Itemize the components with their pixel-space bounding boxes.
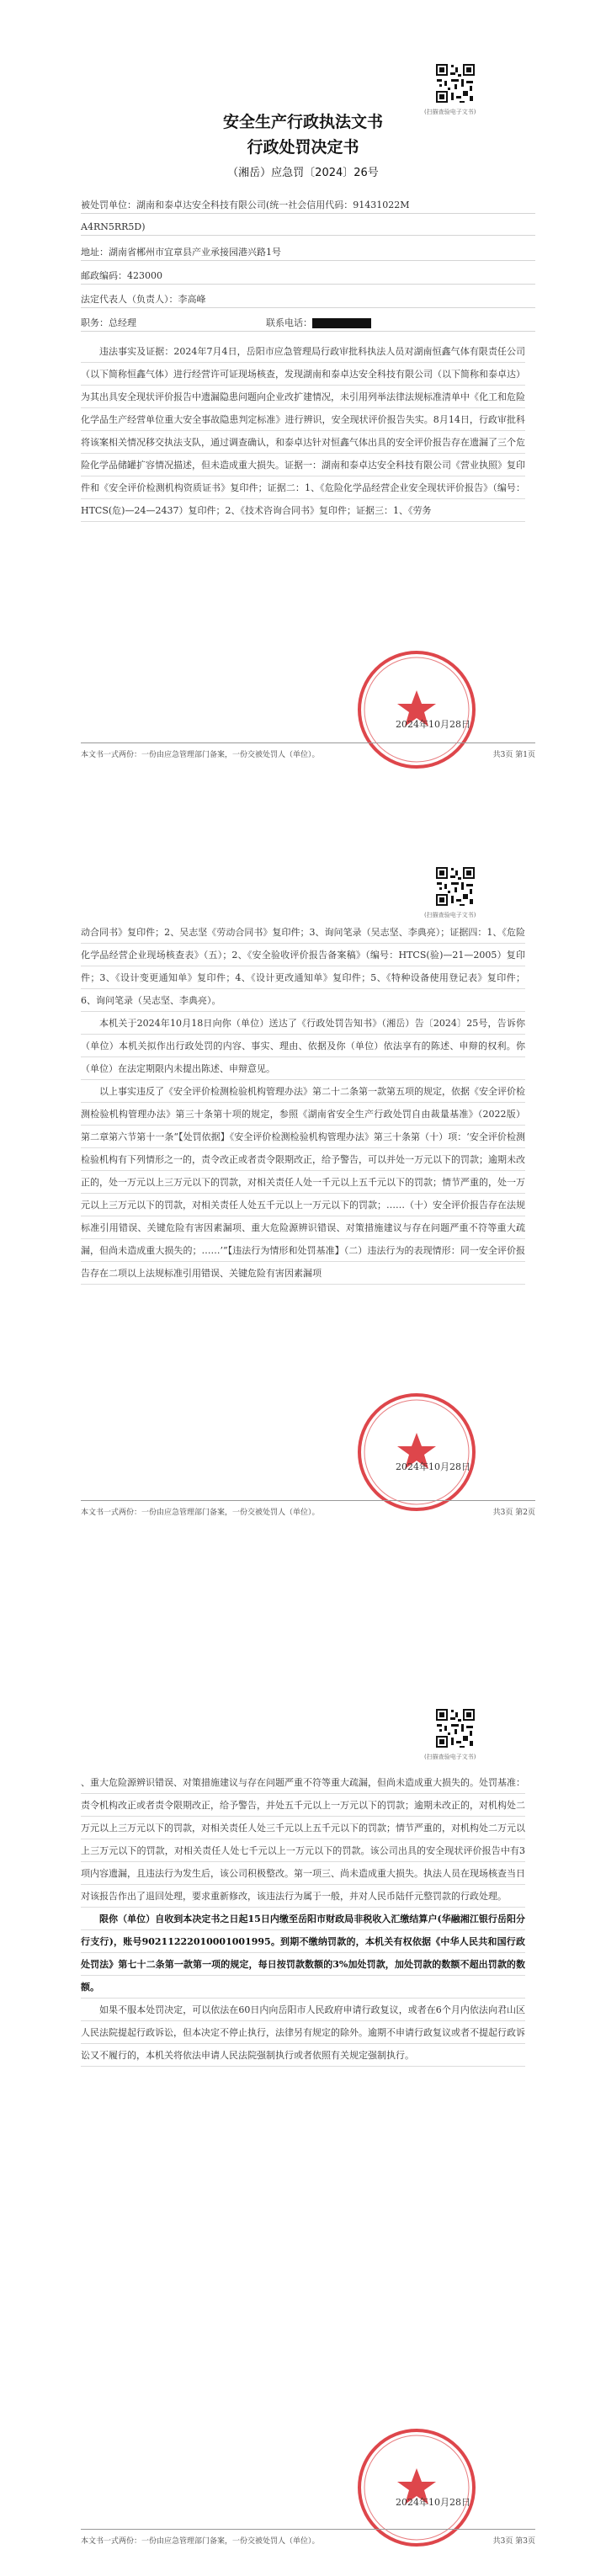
page-number: 共3页 第2页 [492,1509,535,1517]
qr-code-icon [434,62,476,104]
qr-code-icon [434,1707,476,1749]
page1-paragraph: 违法事实及证据：2024年7月4日，岳阳市应急管理局行政审批科执法人员对湖南恒鑫气体有限责任公司（以下简称恒鑫气体）进行经营许可证现场核查，发现湖南和泰卓达安全科技有限公司（以下简称和泰卓达）为其出具安全现状评价报告中遗漏隐患问题向企业改扩建情况，未引用列举法律法规标准清单中《化工和危险化学品生产经营单位重大安全事故隐患判定标准》进行辨识，安全现状评价报告失实。8月14日，行政审批科将该案相关情况移交执法支队，通过调查确认，和泰卓达针对恒鑫气体出具的安全评价报告存在遗漏了三个危险化学品储罐扩容情况描述，但未造成重大损失。证据一：湖南和泰卓达安全科技有限公司《营业执照》复印件和《安全评价检测机构资质证书》复印件；证据二：1、《危险化学品经营企业安全现状评价报告》（编号：HTCS(危)—24—2437）复印件；2、《技术咨询合同书》复印件；证据三：1、《劳务 [81,340,525,522]
page-2 [0,842,606,1684]
address-value: 湖南省郴州市宜章县产业承接园港兴路1号 [109,247,281,258]
penalized-party-label: 被处罚单位： [81,200,136,210]
page3-footer [81,2535,535,2546]
page2-body [81,921,525,1285]
address-label: 地址： [81,247,109,258]
qr-caption: (扫描查验电子文书) [424,1754,476,1760]
document-number: （湘岳）应急罚〔2024〕26号 [227,167,379,179]
page3-paragraph: 如果不服本处罚决定，可以依法在60日内向岳阳市人民政府申请行政复议，或者在6个月内依法向君山区人民法院提起行政诉讼，但本决定不停止执行，法律另有规定的除外。逾期不申请行政复议或者不提起行政诉讼又不履行的，本机关将依法申请人民法院强制执行或者依照有关规定强制执行。 [81,1999,525,2067]
phone-field [266,317,371,330]
qr-caption: (扫描查验电子文书) [424,109,476,115]
qr-caption: (扫描查验电子文书) [424,912,476,918]
seal-date: 2024年10月28日 [396,2497,470,2508]
official-seal [354,1389,480,1515]
postcode-label: 邮政编码： [81,270,127,281]
footer-copies-note: 本文书一式两份：一份由应急管理部门备案，一份交被处罚人（单位）。 [81,2537,320,2546]
legal-rep-value: 李高峰 [178,294,206,305]
page2-footer [81,1506,535,1517]
official-seal [354,2424,480,2551]
legal-rep-field [81,293,206,306]
document-title: 安全生产行政执法文书 [222,113,383,131]
page-number: 共3页 第3页 [492,2537,535,2546]
page1-body [81,340,525,522]
qr-code-icon [434,865,476,907]
position-field [81,317,136,330]
postcode-value: 423000 [127,270,162,281]
page2-paragraph: 本机关于2024年10月18日向你（单位）送达了《行政处罚告知书》（湘岳）告〔2024〕25号，告诉你（单位）本机关拟作出行政处罚的内容、事实、理由、依据及你（单位）依法享有的陈述、申辩的权利。你（单位）在法定期限内未提出陈述、申辩意见。 [81,1012,525,1080]
phone-redaction [312,318,371,328]
position-label: 职务： [81,317,109,328]
phone-label: 联系电话： [266,317,312,328]
page3-paragraph: 、重大危险源辨识错误、对策措施建议与存在问题严重不符等重大疏漏，但尚未造成重大损失的。处罚基准：责令机构改正或者责令限期改正，给予警告，并处五千元以上一万元以下的罚款；逾期未改正的，对机构处二万元以上三万元以下的罚款，对相关责任人处三千元以上五千元以下的罚款；情节严重的，对机构处二万元以上三万元以下的罚款，对相关责任人处七千元以上一万元以下的罚款。该公司出具的安全现状评价报告中有3项内容遗漏，且违法行为发生后，该公司积极整改。第一项三、尚未造成重大损失。执法人员在现场核查当日对该报告作出了退回处理，要求重新修改，该违法行为属于一般，并对人民币陆仟元整罚款的行政处理。 [81,1771,525,1908]
page2-paragraph: 以上事实违反了《安全评价检测检验机构管理办法》第二十二条第一款第五项的规定，依据《安全评价检测检验机构管理办法》第三十条第十项的规定，参照《湖南省安全生产行政处罚自由裁量基准》（2022版）第二章第六节第十一条“【处罚依据】《安全评价检测检验机构管理办法》第三十条第（十）项：‘安全评价检测检验机构有下列情形之一的，责令改正或者责令限期改正，给予警告，可以并处一万元以下的罚款；逾期未改正的，处一万元以上三万元以下的罚款，对相关责任人处一千元以上五千元以下的罚款；情节严重的，处一万元以上三万元以下的罚款，对相关责任人处五千元以上一万元以下的罚款；……（十）安全评价报告存在法规标准引用错误、关键危险有害因素漏项、重大危险源辨识错误、对策措施建议与存在问题严重不符等重大疏漏，但尚未造成重大损失的；……’”【违法行为情形和处罚基准】（二）违法行为的表现情形：同一安全评价报告存在二项以上法规标准引用错误、关键危险有害因素漏项 [81,1080,525,1285]
page3-body [81,1771,525,2067]
page2-paragraph: 动合同书》复印件；2、吴志坚《劳动合同书》复印件；3、询问笔录（吴志坚、李典亮）；证据四：1、《危险化学品经营企业现场核查表》（五）；2、《安全验收评价报告备案稿》（编号：HTCS(验)—21—2005）复印件；3、《设计变更通知单》复印件；4、《设计更改通知单》复印件；5、《特种设备使用登记表》复印件；6、询问笔录（吴志坚、李典亮）。 [81,921,525,1012]
page-3 [0,1684,606,2576]
position-value: 总经理 [109,317,136,328]
penalized-party-value-cont: A4RN5RR5D) [81,221,146,232]
postcode-field [81,269,162,283]
penalized-party-field [81,199,410,212]
page-number: 共3页 第1页 [492,751,535,759]
footer-copies-note: 本文书一式两份：一份由应急管理部门备案，一份交被处罚人（单位）。 [81,751,320,759]
penalized-party-value: 湖南和泰卓达安全科技有限公司(统一社会信用代码：91431022M [136,200,410,210]
page3-paragraph-payment: 限你（单位）自收到本决定书之日起15日内缴至岳阳市财政局非税收入汇缴结算户(华融湘江银行岳阳分行支行)，账号902112220100010​01995。到期不缴纳罚款的，本机关有权依据《中华人民共和国行政处罚法》第七十二条第一款第一项的规定，每日按罚款数额的3%加处罚款，加处罚款的数额不超出罚款的数额。 [81,1908,525,1999]
seal-date: 2024年10月28日 [396,1461,470,1472]
address-field [81,246,281,259]
document-subtitle: 行政处罚决定书 [247,138,359,157]
page1-footer [81,748,535,759]
page-1 [0,0,606,842]
legal-rep-label: 法定代表人（负责人）： [81,294,178,305]
footer-copies-note: 本文书一式两份：一份由应急管理部门备案，一份交被处罚人（单位）。 [81,1509,320,1517]
seal-date: 2024年10月28日 [396,719,470,730]
